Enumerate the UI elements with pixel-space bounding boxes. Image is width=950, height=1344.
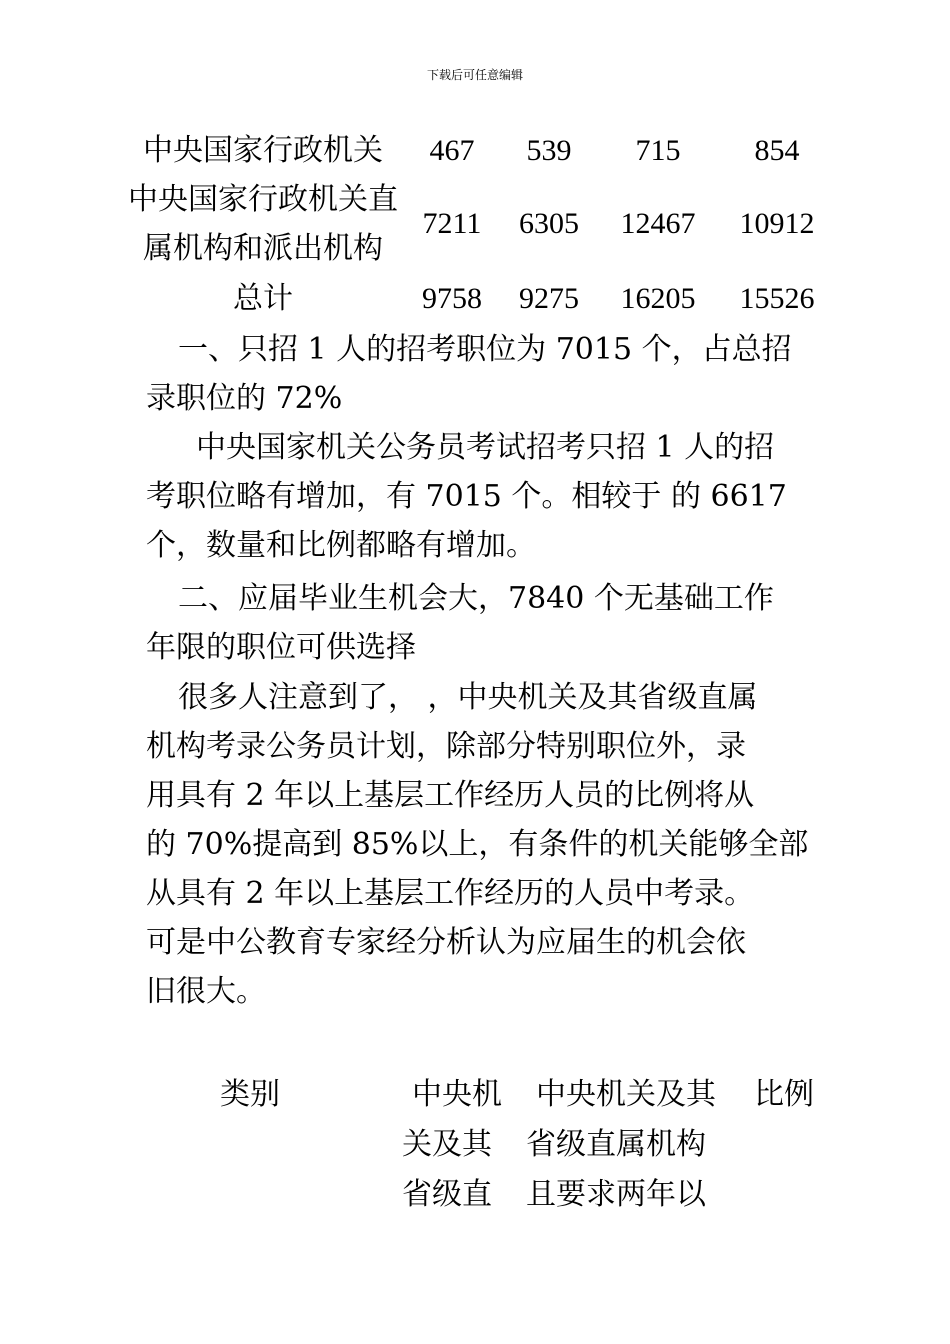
table-cell: 715: [635, 134, 681, 167]
table-header: 中央机: [412, 1077, 502, 1112]
table-header: 且要求两年以: [526, 1177, 706, 1212]
paragraph-2: [146, 673, 826, 1016]
text-line: 二、应届毕业生机会大，7840 个无基础工作: [178, 581, 774, 616]
row-label: 属机构和派出机构: [143, 231, 383, 266]
table-cell: 9275: [519, 282, 579, 315]
section-heading-1: [146, 325, 826, 423]
text-line: 可是中公教育专家经分析认为应届生的机会依: [146, 925, 746, 960]
row-label: 总计: [233, 281, 293, 316]
row-label: 中央国家行政机关直: [128, 182, 398, 217]
table-cell: 6305: [519, 207, 579, 240]
table-cell: 854: [754, 134, 800, 167]
table-header: 比例: [754, 1077, 814, 1112]
paragraph-1: [146, 423, 826, 570]
row-label: 中央国家行政机关: [143, 133, 383, 168]
text-line: 录职位的 72%: [146, 381, 343, 416]
page-header: 下载后可任意编辑: [426, 68, 523, 82]
text-line: 个，数量和比例都略有增加。: [146, 528, 536, 563]
text-line: 考职位略有增加，有 7015 个。相较于 的 6617: [146, 479, 787, 514]
table-cell: 9758: [422, 282, 482, 315]
table-header: 省级直: [402, 1177, 492, 1212]
table-cell: 15526: [739, 282, 815, 315]
text-line: 旧很大。: [146, 974, 266, 1009]
table-cell: 539: [526, 134, 572, 167]
table-cell: 7211: [422, 207, 482, 240]
section-heading-2: [146, 574, 826, 672]
text-line: 一、只招 1 人的招考职位为 7015 个，占总招: [178, 332, 792, 367]
text-line: 中央国家机关公务员考试招考只招 1 人的招: [196, 430, 775, 465]
table-cell: 12467: [620, 207, 696, 240]
text-line: 从具有 2 年以上基层工作经历的人员中考录。: [146, 876, 755, 911]
table-header: 类别: [220, 1077, 280, 1112]
table-cell: 467: [429, 134, 475, 167]
text-line: 用具有 2 年以上基层工作经历人员的比例将从: [146, 778, 755, 813]
text-line: 很多人注意到了， ，中央机关及其省级直属: [178, 680, 758, 715]
table-cell: 10912: [739, 207, 815, 240]
table-cell: 16205: [620, 282, 696, 315]
text-line: 机构考录公务员计划，除部分特别职位外，录: [146, 729, 746, 764]
table-header: 省级直属机构: [526, 1127, 706, 1162]
table-header: 中央机关及其: [536, 1077, 716, 1112]
table-header: 关及其: [402, 1127, 492, 1162]
text-line: 年限的职位可供选择: [146, 630, 416, 665]
text-line: 的 70%提高到 85%以上，有条件的机关能够全部: [146, 827, 809, 862]
